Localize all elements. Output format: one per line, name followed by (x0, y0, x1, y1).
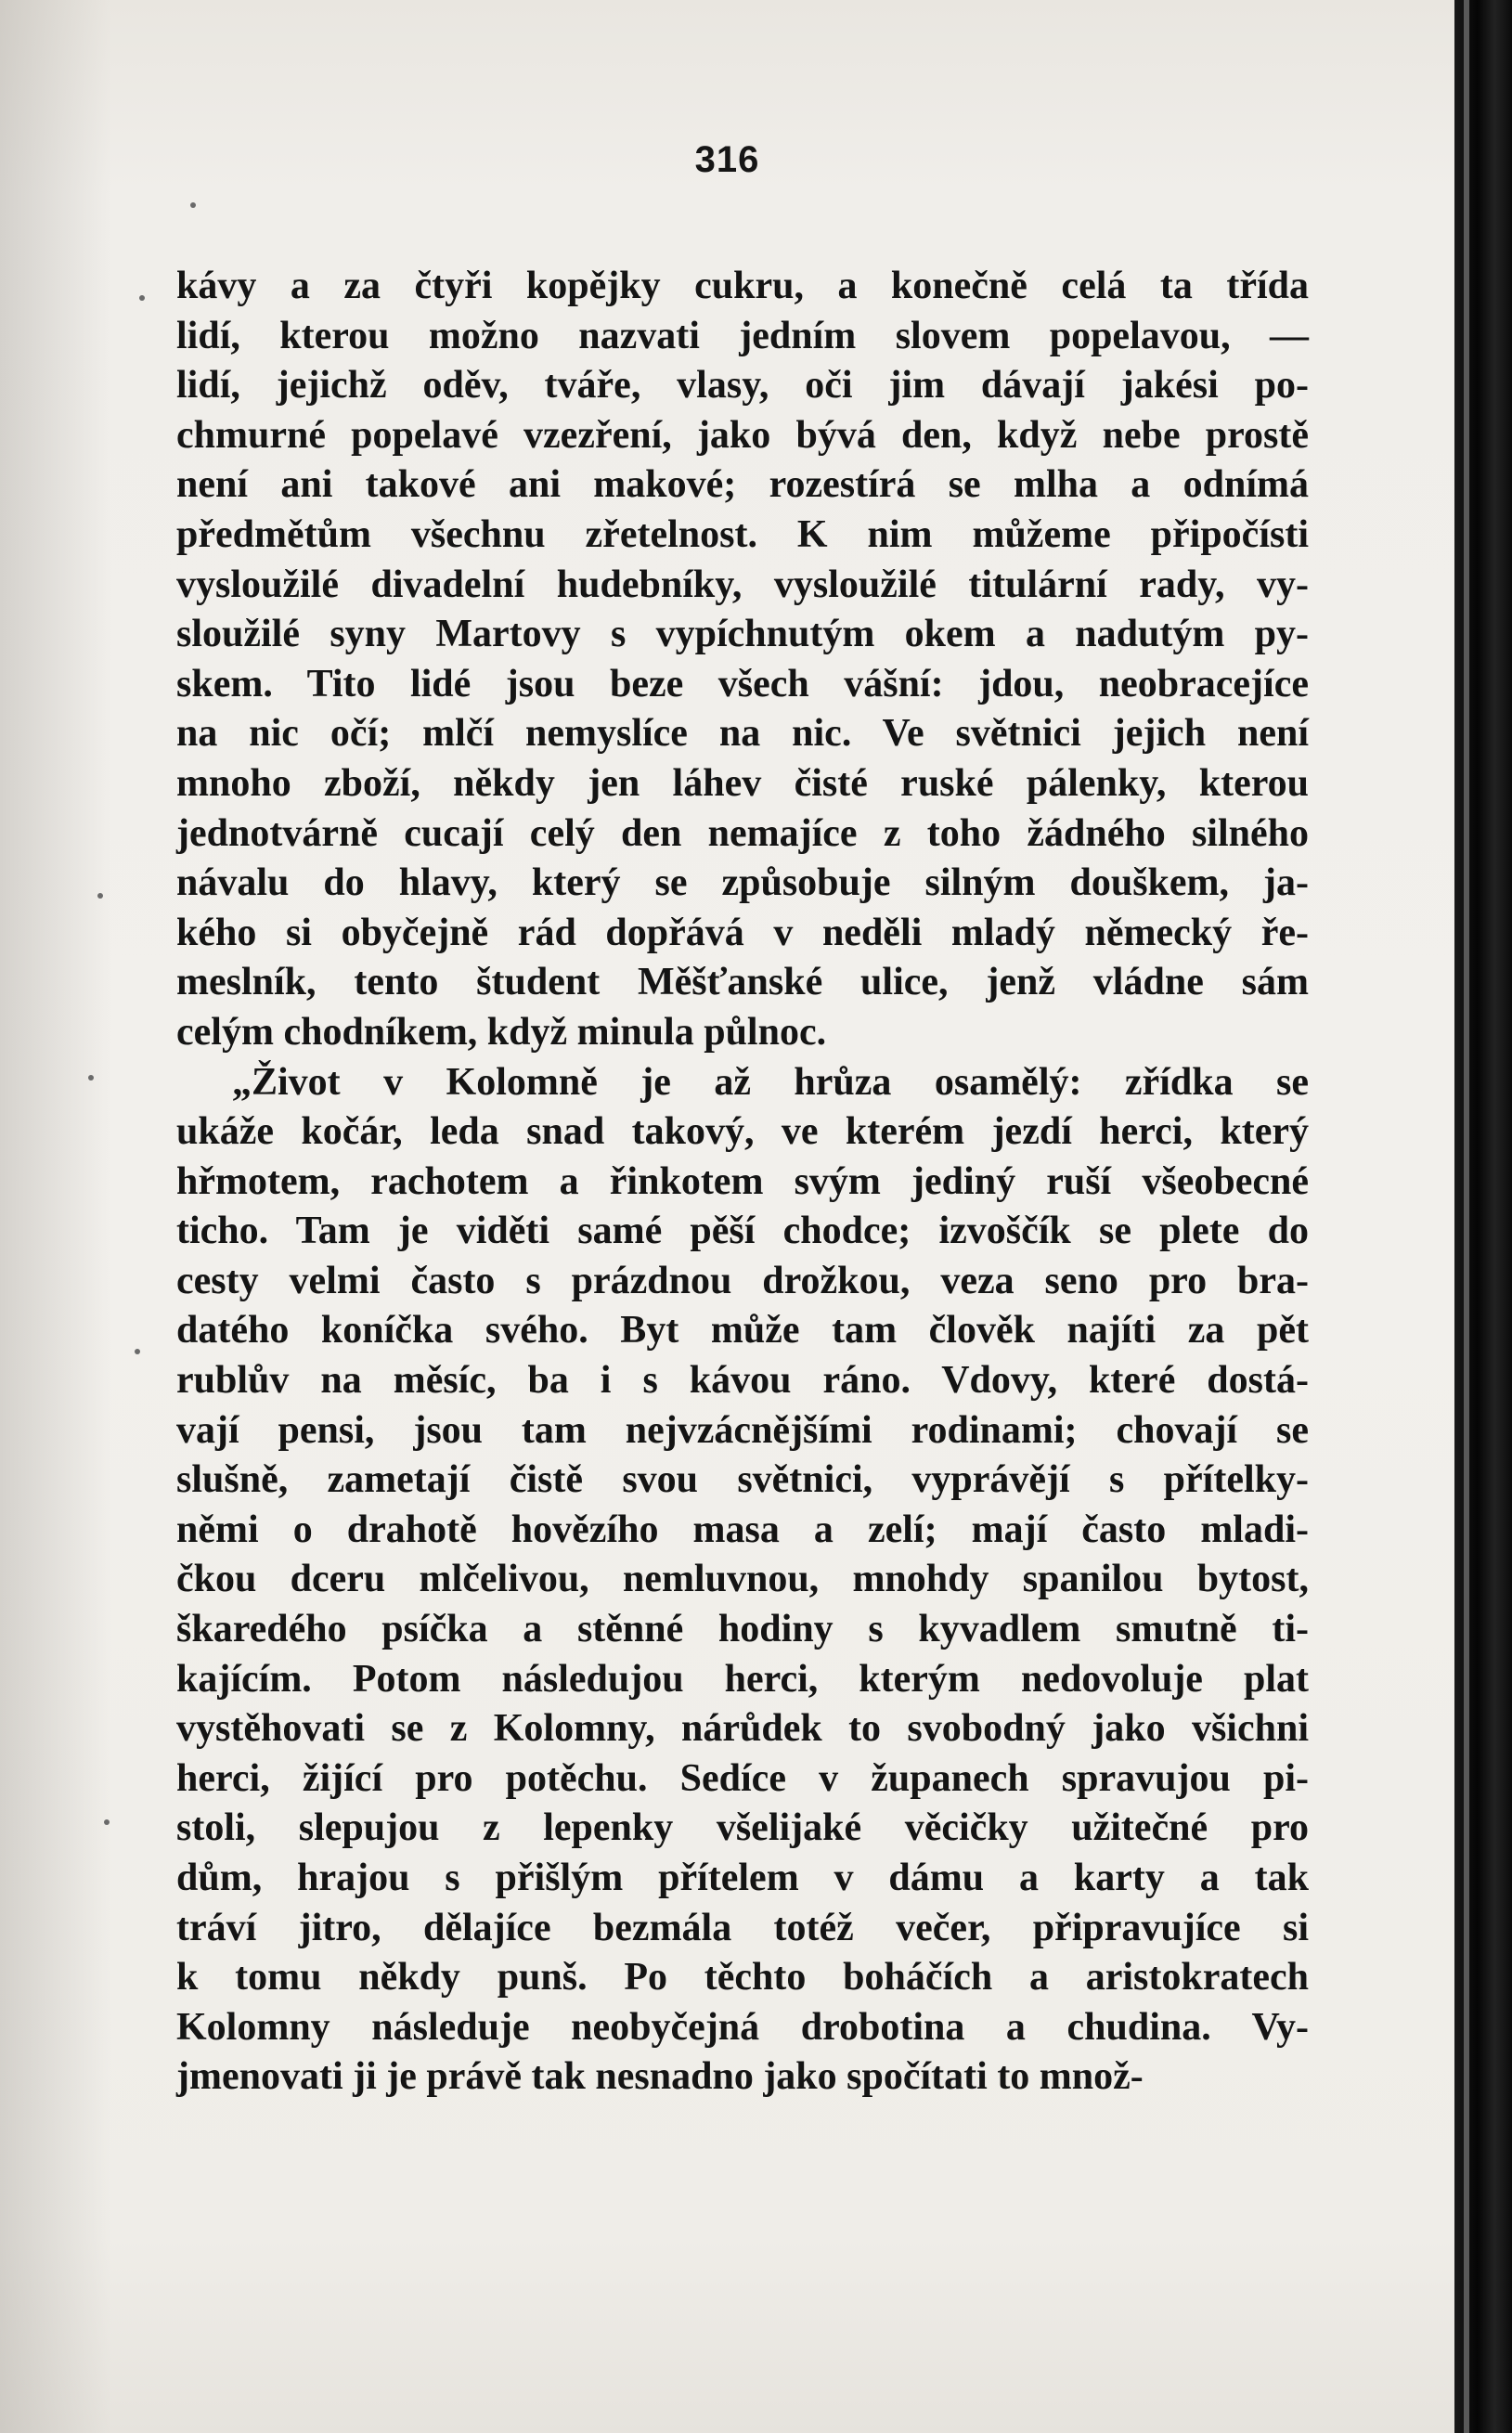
text-line: dům, hrajou s přišlým přítelem v dámu a karty a tak (176, 1857, 1309, 1899)
text-line: stoli, slepujou z lepenky všelijaké věcičky užitečné pro (176, 1806, 1309, 1850)
text-line: předmětům všechnu zřetelnost. K nim můžeme připočísti (176, 512, 1309, 556)
paper-speck (104, 1819, 110, 1825)
body-text (176, 262, 1309, 2103)
text-line: na nic očí; mlčí nemyslíce na nic. Ve světnici jejich není (176, 712, 1309, 756)
text-line: není ani takové ani makové; rozestírá se mlha a odnímá (176, 463, 1309, 507)
text-line: chmurné popelavé vzezření, jako bývá den, když nebe prostě (176, 413, 1309, 457)
book-spine-shadow (1454, 0, 1512, 2433)
text-line: vysloužilé divadelní hudebníky, vysloužilé titulární rady, vy- (176, 563, 1309, 606)
text-line: skem. Tito lidé jsou beze všech vášní: jdou, neobracejíce (176, 662, 1309, 705)
text-line: tráví jitro, dělajíce bezmála totéž večer, připravujíce si (176, 1906, 1309, 1949)
text-line: kajícím. Potom následujou herci, kterým nedovoluje plat (176, 1657, 1309, 1701)
text-line: meslník, tento študent Měšťanské ulice, jenž vládne sám (176, 961, 1309, 1004)
text-line: mnoho zboží, někdy jen láhev čisté ruské pálenky, kterou (176, 761, 1309, 805)
text-line: lidí, kterou možno nazvati jedním slovem popelavou, — (176, 314, 1309, 357)
text-line: k tomu někdy punš. Po těchto boháčích a aristokratech (176, 1956, 1309, 1999)
text-line: němi o drahotě hovězího masa a zelí; mají často mladi- (176, 1508, 1309, 1551)
text-line: jednotvárně cucají celý den nemajíce z toho žádného silného (176, 811, 1309, 855)
text-line: jmenovati ji je právě tak nesnadno jako spočítati to množ- (176, 2055, 1144, 2099)
text-line: vystěhovati se z Kolomny, nárůdek to svobodný jako všichni (176, 1707, 1309, 1751)
page-number: 316 (694, 139, 760, 180)
text-line: celým chodníkem, když minula půlnoc. (176, 1010, 827, 1054)
paper-speck (88, 1075, 94, 1081)
text-line: čkou dceru mlčelivou, nemluvnou, mnohdy spanilou bytost, (176, 1558, 1309, 1601)
text-line: lidí, jejichž oděv, tváře, vlasy, oči jim dávají jakési po- (176, 364, 1309, 408)
text-line: herci, žijící pro potěchu. Sedíce v županech spravujou pi- (176, 1756, 1309, 1800)
text-line: kávy a za čtyři kopějky cukru, a konečně celá ta třída (176, 265, 1309, 307)
paper-speck (97, 893, 103, 899)
text-line: slušně, zametají čistě svou světnici, vyprávějí s přítelky- (176, 1458, 1309, 1502)
text-line: kého si obyčejně rád dopřává v neděli mladý německý ře- (176, 911, 1309, 954)
paper-speck (135, 1349, 140, 1354)
text-line: „Život v Kolomně je až hrůza osamělý: zřídka se (232, 1060, 1309, 1104)
text-line: návalu do hlavy, který se způsobuje silným douškem, ja- (176, 861, 1309, 905)
text-line: ukáže kočár, leda snad takový, ve kterém jezdí herci, který (176, 1110, 1309, 1154)
text-line: datého koníčka svého. Byt může tam člověk najíti za pět (176, 1309, 1309, 1352)
paper-speck (190, 202, 196, 208)
text-line: vají pensi, jsou tam nejvzácnějšími rodinami; chovají se (176, 1408, 1309, 1452)
text-line: ticho. Tam je viděti samé pěší chodce; izvoščík se plete do (176, 1210, 1309, 1253)
text-line: cesty velmi často s prázdnou drožkou, veza seno pro bra- (176, 1259, 1309, 1302)
text-line: sloužilé syny Martovy s vypíchnutým okem a nadutým py- (176, 613, 1309, 656)
paper-speck (139, 295, 145, 301)
text-line: hřmotem, rachotem a řinkotem svým jediný ruší všeobecné (176, 1159, 1309, 1203)
text-line: Kolomny následuje neobyčejná drobotina a chudina. Vy- (176, 2005, 1309, 2049)
text-line: škaredého psíčka a stěnné hodiny s kyvadlem smutně ti- (176, 1608, 1309, 1651)
text-line: rublův na měsíc, ba i s kávou ráno. Vdovy, které dostá- (176, 1359, 1309, 1403)
